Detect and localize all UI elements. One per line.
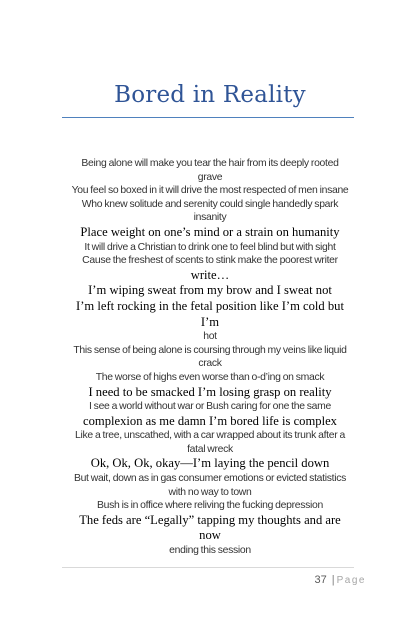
poem-line: Being alone will make you tear the hair from its deeply rooted grave [81, 158, 339, 183]
page-label: Page [336, 575, 366, 586]
poem-line: But wait, down as in gas consumer emotions or evicted statistics with no way to town [73, 473, 347, 498]
poem-line: I’m left rocking in the fetal position like I’m cold but I’m [76, 298, 344, 329]
poem-line: I see a world without war or Bush caring for one the same [89, 401, 331, 413]
poem-line: complexion as me damn I’m bored life is complex [83, 413, 337, 428]
poem-line: Ok, Ok, Ok, okay—I’m laying the pencil down [90, 456, 330, 471]
poem-line: I’m wiping sweat from my brow and I sweat not [88, 283, 332, 298]
poem-line: You feel so boxed in it will drive the most respected of men insane [71, 185, 349, 197]
footer-separator: | [331, 574, 335, 586]
poem-line: ending this session [169, 545, 251, 557]
poem-line: It will drive a Christian to drink one to feel blind but with sight [84, 241, 336, 253]
page-number: 37 [314, 574, 327, 586]
poem-line: Cause the freshest of scents to stink make the poorest writer [82, 255, 338, 267]
footer-divider [62, 567, 354, 568]
poem-line: This sense of being alone is coursing through my veins like liquid crack [73, 344, 347, 370]
poem-line: Like a tree, unscathed, with a car wrapped about its trunk after a fatal wreck [75, 430, 345, 455]
poem-line: hot [203, 331, 217, 343]
page-footer [314, 574, 366, 586]
poem-line: Bush is in office where reliving the fucking depression [97, 500, 323, 512]
poem-body [70, 157, 350, 558]
poem-line: The worse of highs even worse than o-d’ing on smack [95, 371, 325, 383]
poem-line: Place weight on one’s mind or a strain on humanity [80, 224, 340, 239]
poem-line: Who knew solitude and serenity could single handedly spark insanity [81, 198, 339, 224]
poem-line: I need to be smacked I’m losing grasp on reality [88, 384, 332, 399]
poem-line: The feds are “Legally” tapping my thoughts and are now [79, 512, 341, 543]
title-underline [62, 117, 354, 118]
page-title: Bored in Reality [114, 82, 306, 108]
poem-line: write… [190, 267, 230, 282]
